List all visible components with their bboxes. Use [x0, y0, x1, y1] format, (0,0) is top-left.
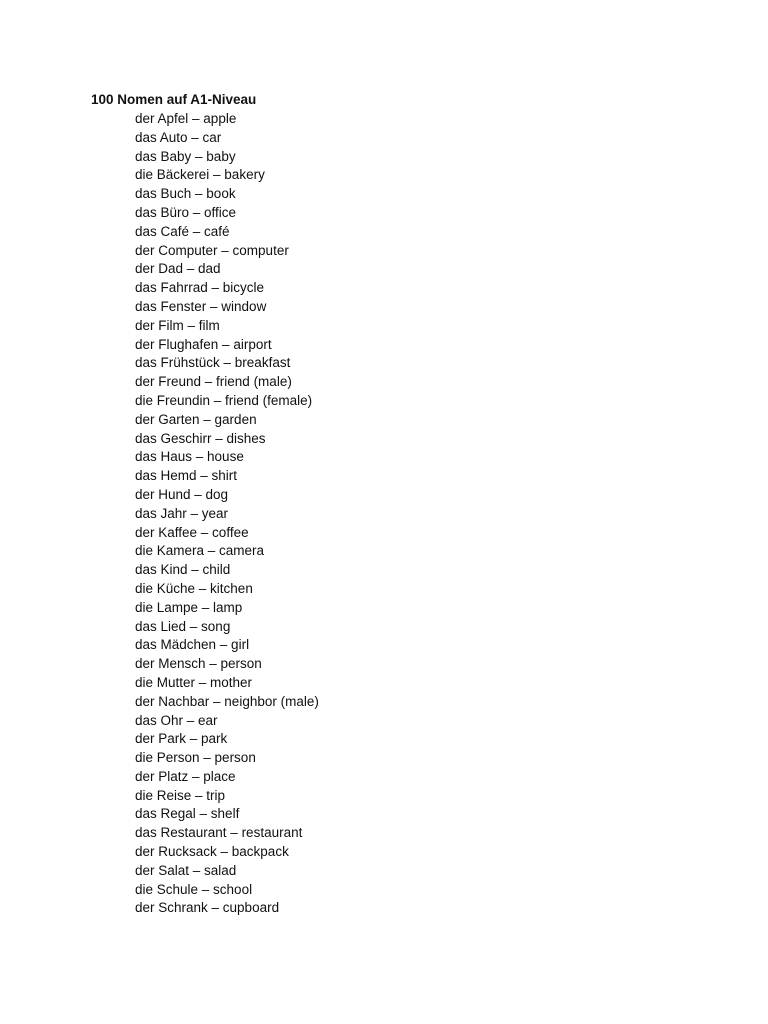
list-item-text: der Nachbar – neighbor (male) [135, 693, 319, 709]
list-item-text: die Bäckerei – bakery [135, 167, 265, 183]
list-item-text: der Schrank – cupboard [135, 900, 280, 916]
list-item-text: das Buch – book [135, 186, 236, 202]
list-item-text: der Salat – salad [135, 862, 237, 878]
list-item-text: der Garten – garden [135, 411, 257, 427]
list-item-text: der Computer – computer [135, 242, 289, 258]
list-item-text: das Hemd – shirt [135, 468, 238, 484]
list-item-text: der Flughafen – airport [135, 336, 272, 352]
list-item-text: die Person – person [135, 750, 256, 766]
list-item-text: das Café – café [135, 223, 230, 239]
list-item-text: das Regal – shelf [135, 806, 240, 822]
document-title: 100 Nomen auf A1-Niveau [91, 92, 257, 107]
list-item-text: der Film – film [135, 317, 220, 333]
list-item-text: die Reise – trip [135, 787, 226, 803]
list-item-text: der Hund – dog [135, 486, 229, 502]
list-item-text: das Mädchen – girl [135, 637, 250, 653]
list-item-text: das Lied – song [135, 618, 231, 634]
list-item-text: die Küche – kitchen [135, 580, 253, 596]
list-item-text: der Apfel – apple [135, 111, 237, 126]
list-item-text: das Ohr – ear [135, 712, 218, 728]
list-item-text: das Frühstück – breakfast [135, 355, 291, 371]
list-item-text: die Schule – school [135, 881, 253, 897]
list-item-text: der Platz – place [135, 768, 236, 784]
list-item-text: das Geschirr – dishes [135, 430, 266, 446]
list-item-text: die Lampe – lamp [135, 599, 243, 615]
list-item-text: die Kamera – camera [135, 543, 265, 559]
list-item-text: das Haus – house [135, 449, 244, 465]
list-item-text: das Restaurant – restaurant [135, 825, 303, 841]
list-item-text: der Freund – friend (male) [135, 374, 292, 390]
list-item-text: die Freundin – friend (female) [135, 392, 313, 408]
list-item-text: der Dad – dad [135, 261, 221, 277]
list-item-text: der Kaffee – coffee [135, 524, 249, 540]
list-item-text: das Fenster – window [135, 298, 267, 314]
list-item-text: das Fahrrad – bicycle [135, 280, 265, 296]
list-item-text: das Auto – car [135, 129, 222, 145]
list-item-text: das Kind – child [135, 562, 231, 578]
list-item-text: das Büro – office [135, 204, 237, 220]
list-item-text: der Rucksack – backpack [135, 844, 289, 860]
list-item-text: das Baby – baby [135, 148, 236, 164]
list-item-text: der Mensch – person [135, 656, 262, 672]
list-item-text: die Mutter – mother [135, 674, 253, 690]
list-item-text: der Park – park [135, 731, 228, 747]
list-item-text: das Jahr – year [135, 505, 229, 521]
